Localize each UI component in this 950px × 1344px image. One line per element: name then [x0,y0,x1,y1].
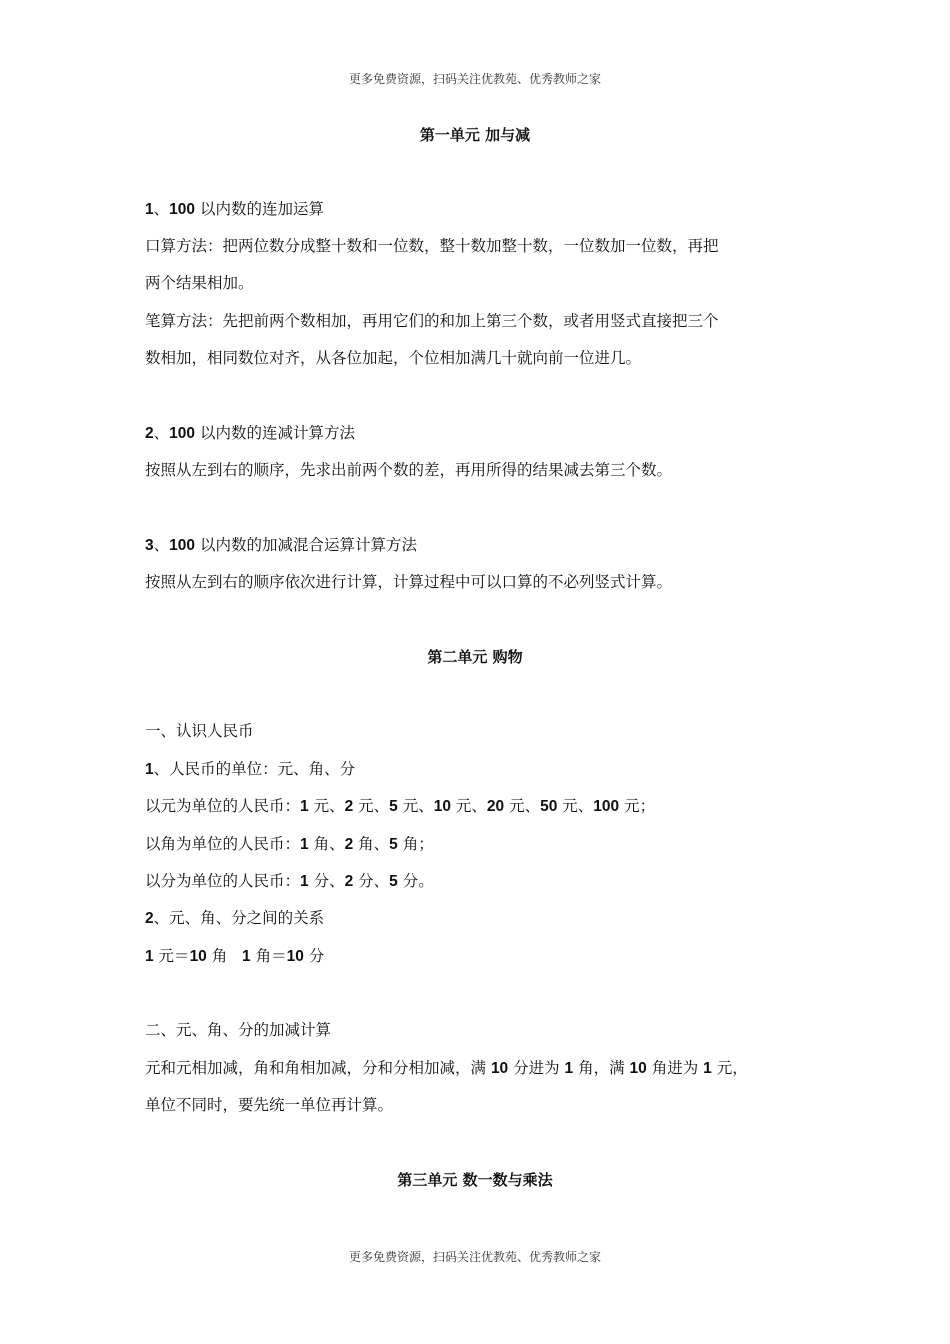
written-method-line1: 笔算方法：先把前两个数相加，再用它们的和加上第三个数，或者用竖式直接把三个 [145,312,719,330]
unit2-title: 第二单元 购物 [427,648,523,666]
number-100: 100 [169,425,196,442]
unit2-item2: 2、元、角、分之间的关系 [145,909,325,927]
unit1-section1-heading: 1、100 以内数的连加运算 [145,200,324,218]
unit3-title: 第三单元 数一数与乘法 [397,1171,553,1189]
fen-denominations: 以分为单位的人民币：1 分、2 分、5 分。 [145,872,434,890]
unit1-section3-text: 按照从左到右的顺序依次进行计算，计算过程中可以口算的不必列竖式计算。 [145,573,673,591]
number-100: 100 [169,201,196,218]
unit1-section3-heading: 3、100 以内数的加减混合运算计算方法 [145,536,417,554]
number-100: 100 [169,537,196,554]
section-number: 3 [145,537,154,554]
oral-method-line1: 口算方法：把两位数分成整十数和一位数，整十数加整十数，一位数加一位数，再把 [145,237,719,255]
written-method-line2: 数相加，相同数位对齐，从各位加起，个位相加满几十就向前一位进几。 [145,349,642,367]
unit2-item1: 1、人民币的单位：元、角、分 [145,760,356,778]
calc-rule-line2: 单位不同时，要先统一单位再计算。 [145,1096,394,1114]
section-number: 1 [145,201,154,218]
unit1-section2-heading: 2、100 以内数的连减计算方法 [145,424,355,442]
unit2-part2-heading: 二、元、角、分的加减计算 [145,1021,332,1039]
unit1-title: 第一单元 加与减 [419,126,531,144]
jiao-denominations: 以角为单位的人民币：1 角、2 角、5 角； [145,835,434,853]
page-footer: 更多免费资源，扫码关注优教苑、优秀教师之家 [348,1250,601,1264]
unit2-part1-heading: 一、认识人民币 [145,722,254,740]
currency-relation: 1 元＝10 角 1 角＝10 分 [145,947,325,965]
page-header: 更多免费资源，扫码关注优教苑、优秀教师之家 [348,72,601,86]
section-number: 2 [145,425,154,442]
yuan-denominations: 以元为单位的人民币：1 元、2 元、5 元、10 元、20 元、50 元、100 元； [145,797,656,815]
oral-method-line2: 两个结果相加。 [145,274,254,292]
calc-rule-line1: 元和元相加减，角和角相加减，分和分相加减，满 10 分进为 1 角，满 10 角进为 1 元， [145,1059,748,1077]
unit1-section2-text: 按照从左到右的顺序，先求出前两个数的差，再用所得的结果减去第三个数。 [145,461,673,479]
